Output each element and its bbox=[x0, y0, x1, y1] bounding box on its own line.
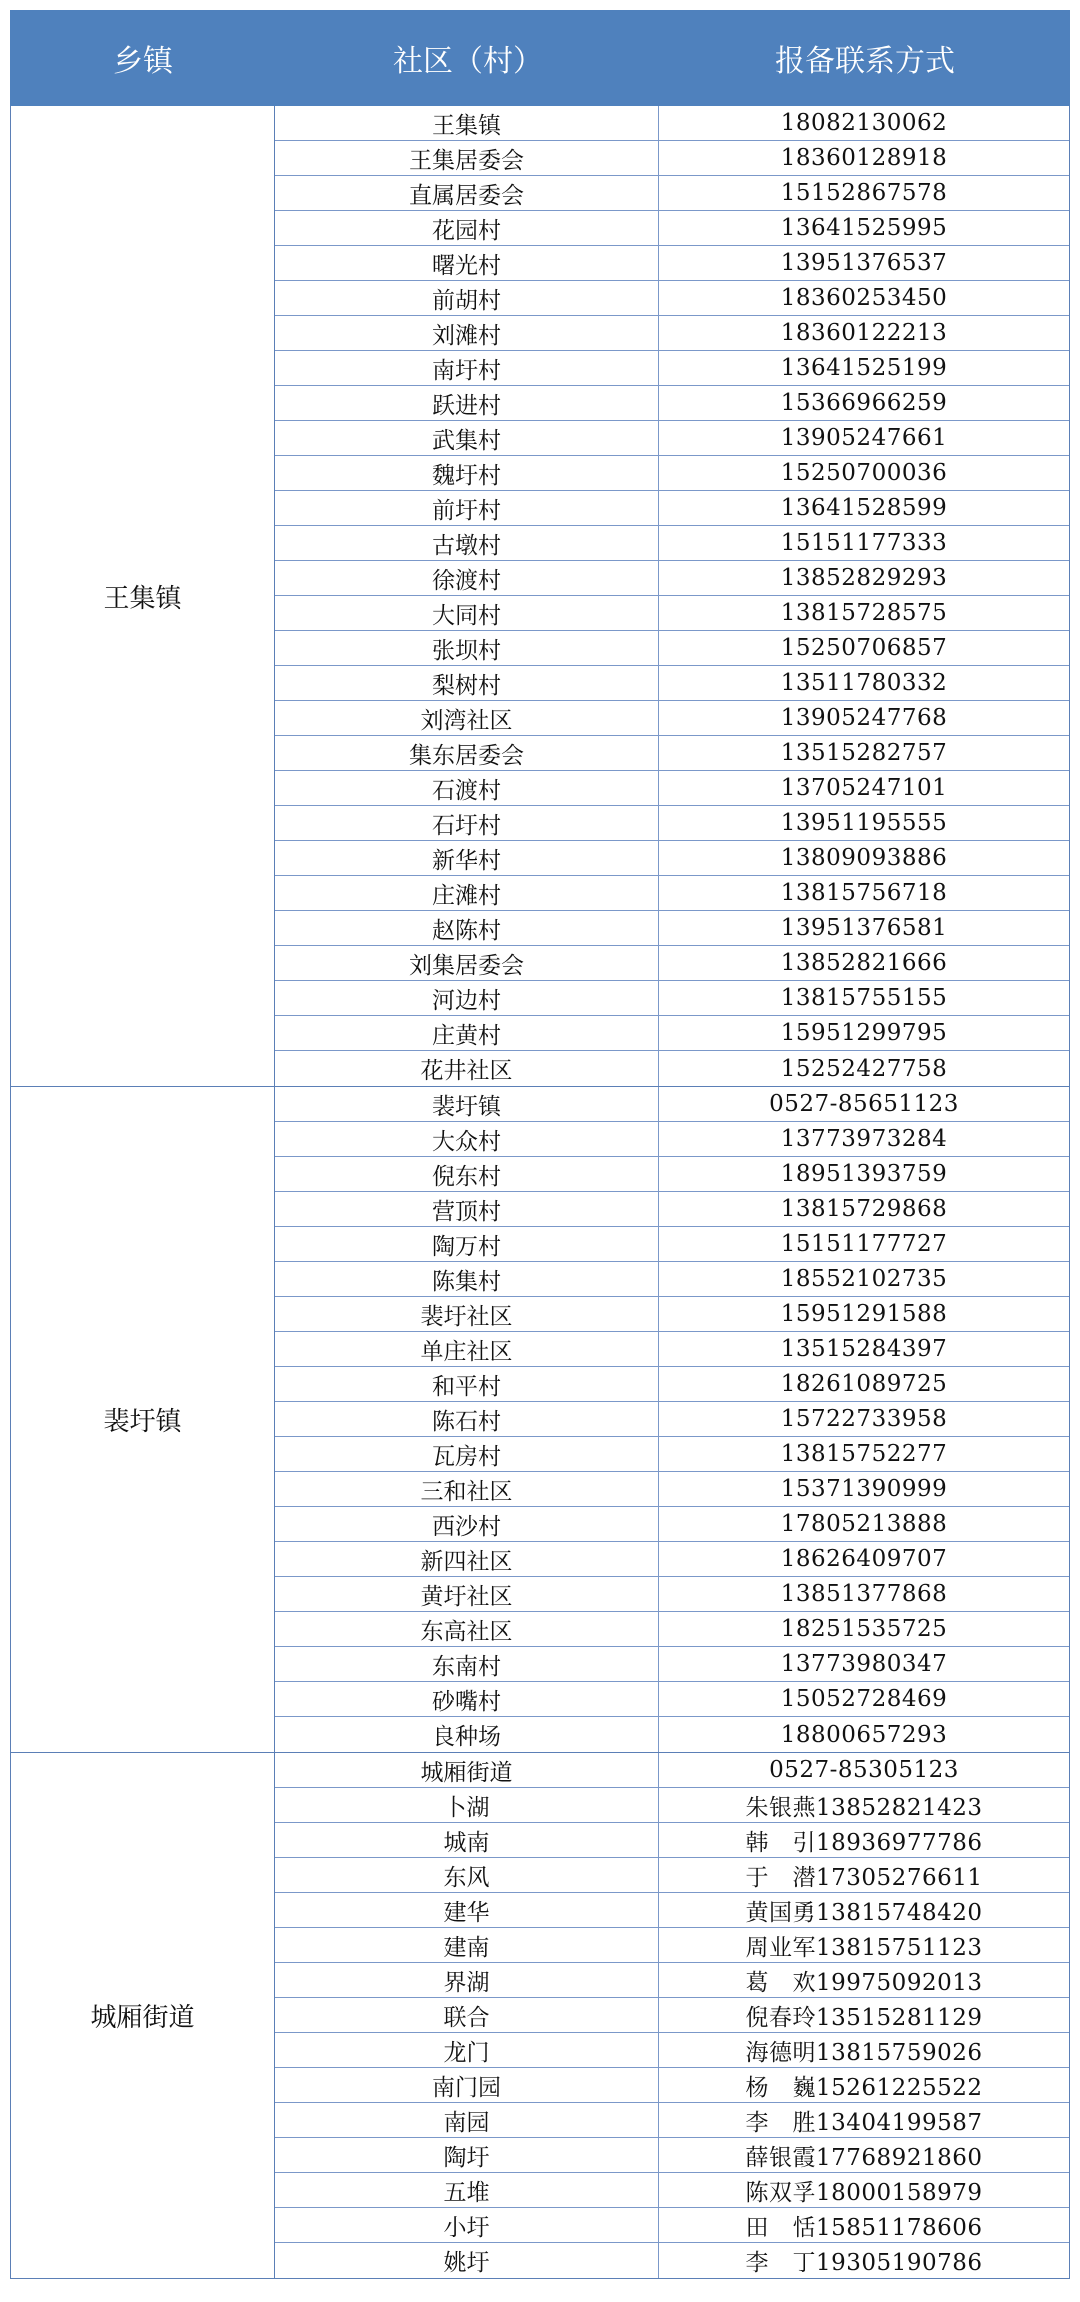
contact-info: 田 恬15851178606 bbox=[745, 2214, 983, 2241]
table-row bbox=[275, 1051, 1069, 1086]
community-name: 南园 bbox=[275, 2103, 659, 2137]
table-row bbox=[275, 456, 1069, 491]
table-row bbox=[275, 596, 1069, 631]
community-name: 西沙村 bbox=[275, 1507, 659, 1541]
community-name: 古墩村 bbox=[275, 526, 659, 560]
table-row bbox=[275, 1577, 1069, 1612]
contact-info: 13815728575 bbox=[780, 600, 948, 626]
header-contact: 报备联系方式 bbox=[775, 44, 955, 79]
contact-info: 于 潜17305276611 bbox=[745, 1864, 983, 1891]
community-name: 魏圩村 bbox=[275, 456, 659, 490]
contact-info: 海德明13815759026 bbox=[745, 2039, 983, 2066]
contact-info: 薛银霞17768921860 bbox=[745, 2144, 983, 2171]
table-row bbox=[275, 2068, 1069, 2103]
contact-info: 李 胜13404199587 bbox=[745, 2109, 983, 2136]
table-row bbox=[275, 771, 1069, 806]
community-name: 曙光村 bbox=[275, 246, 659, 280]
table-row bbox=[275, 841, 1069, 876]
table-row bbox=[275, 736, 1069, 771]
community-name: 东风 bbox=[275, 1858, 659, 1892]
table-row bbox=[275, 1087, 1069, 1122]
contact-info: 13641525199 bbox=[780, 355, 948, 381]
table-row bbox=[275, 946, 1069, 981]
table-row bbox=[275, 386, 1069, 421]
table-row bbox=[275, 806, 1069, 841]
community-name: 石渡村 bbox=[275, 771, 659, 805]
community-name: 陈集村 bbox=[275, 1262, 659, 1296]
community-name: 营顶村 bbox=[275, 1192, 659, 1226]
community-name: 大同村 bbox=[275, 596, 659, 630]
table-row bbox=[275, 526, 1069, 561]
table-row bbox=[275, 421, 1069, 456]
contact-info: 13905247661 bbox=[780, 425, 948, 451]
community-name: 建华 bbox=[275, 1893, 659, 1927]
contact-info: 15252427758 bbox=[780, 1055, 948, 1082]
community-name: 刘湾社区 bbox=[275, 701, 659, 735]
contact-info: 13515282757 bbox=[780, 740, 948, 766]
community-name: 梨树村 bbox=[275, 666, 659, 700]
contact-info: 朱银燕13852821423 bbox=[745, 1794, 983, 1821]
community-name: 界湖 bbox=[275, 1963, 659, 1997]
table-body bbox=[10, 106, 1070, 2279]
table-row bbox=[275, 1297, 1069, 1332]
table-row bbox=[275, 561, 1069, 596]
contact-info: 13815755155 bbox=[780, 985, 948, 1011]
table-row bbox=[275, 876, 1069, 911]
contact-info: 15151177727 bbox=[780, 1231, 948, 1257]
community-name: 陶圩 bbox=[275, 2138, 659, 2172]
contact-info: 18552102735 bbox=[780, 1266, 948, 1292]
table-row bbox=[275, 666, 1069, 701]
contact-info: 18360253450 bbox=[780, 285, 948, 311]
table-row bbox=[275, 1472, 1069, 1507]
table-row bbox=[275, 1788, 1069, 1823]
contact-info: 15371390999 bbox=[780, 1476, 948, 1502]
community-name: 裴圩社区 bbox=[275, 1297, 659, 1331]
town-name: 王集镇 bbox=[10, 106, 275, 1086]
table-row bbox=[275, 1262, 1069, 1297]
table-row bbox=[275, 1016, 1069, 1051]
community-name: 五堆 bbox=[275, 2173, 659, 2207]
contact-info: 15250700036 bbox=[780, 460, 948, 486]
table-row bbox=[275, 2173, 1069, 2208]
community-name: 良种场 bbox=[275, 1717, 659, 1752]
table-row bbox=[275, 1963, 1069, 1998]
community-name: 直属居委会 bbox=[275, 176, 659, 210]
table-row bbox=[275, 2243, 1069, 2278]
community-name: 王集镇 bbox=[275, 106, 659, 140]
table-header bbox=[10, 10, 1070, 106]
community-name: 城厢街道 bbox=[275, 1753, 659, 1787]
table-row bbox=[275, 911, 1069, 946]
contact-info: 13852829293 bbox=[780, 565, 948, 591]
table-row bbox=[275, 1682, 1069, 1717]
contact-info: 13815729868 bbox=[780, 1196, 948, 1222]
table-row bbox=[275, 316, 1069, 351]
community-name: 集东居委会 bbox=[275, 736, 659, 770]
table-row bbox=[275, 1122, 1069, 1157]
community-name: 黄圩社区 bbox=[275, 1577, 659, 1611]
contact-info: 17805213888 bbox=[780, 1511, 948, 1537]
table-row bbox=[275, 701, 1069, 736]
contact-info: 15151177333 bbox=[780, 530, 948, 556]
town-group bbox=[10, 106, 1070, 1087]
community-name: 新华村 bbox=[275, 841, 659, 875]
contact-info: 13852821666 bbox=[780, 950, 948, 976]
table-row bbox=[275, 1647, 1069, 1682]
contact-info: 18251535725 bbox=[780, 1616, 948, 1642]
community-name: 花园村 bbox=[275, 211, 659, 245]
table-row bbox=[275, 2103, 1069, 2138]
table-row bbox=[275, 1753, 1069, 1788]
contact-info: 13905247768 bbox=[780, 705, 948, 731]
contact-info: 13951376537 bbox=[780, 250, 948, 276]
community-name: 张坝村 bbox=[275, 631, 659, 665]
community-name: 前胡村 bbox=[275, 281, 659, 315]
table-row bbox=[275, 1928, 1069, 1963]
contact-info: 倪春玲13515281129 bbox=[745, 2004, 983, 2031]
contact-info: 13773980347 bbox=[780, 1651, 948, 1677]
contact-info: 13511780332 bbox=[780, 670, 948, 696]
contact-info: 18082130062 bbox=[780, 110, 948, 136]
community-name: 陈石村 bbox=[275, 1402, 659, 1436]
table-row bbox=[275, 211, 1069, 246]
contact-info: 15722733958 bbox=[780, 1406, 948, 1432]
community-name: 刘滩村 bbox=[275, 316, 659, 350]
table-row bbox=[275, 351, 1069, 386]
header-town: 乡镇 bbox=[113, 44, 173, 79]
table-row bbox=[275, 1717, 1069, 1752]
table-row bbox=[275, 1542, 1069, 1577]
contact-info: 周业军13815751123 bbox=[745, 1934, 983, 1961]
table-row bbox=[275, 1367, 1069, 1402]
community-name: 河边村 bbox=[275, 981, 659, 1015]
contact-info: 13951376581 bbox=[780, 915, 948, 941]
community-name: 龙门 bbox=[275, 2033, 659, 2067]
contact-info: 13641528599 bbox=[780, 495, 948, 521]
table-row bbox=[275, 1192, 1069, 1227]
table-row bbox=[275, 246, 1069, 281]
contact-info: 13773973284 bbox=[780, 1126, 948, 1152]
table-row bbox=[275, 981, 1069, 1016]
community-name: 庄黄村 bbox=[275, 1016, 659, 1050]
community-name: 徐渡村 bbox=[275, 561, 659, 595]
table-row bbox=[275, 106, 1069, 141]
community-name: 卜湖 bbox=[275, 1788, 659, 1822]
contact-info: 葛 欢19975092013 bbox=[745, 1969, 983, 1996]
community-name: 花井社区 bbox=[275, 1051, 659, 1086]
contact-info: 13705247101 bbox=[780, 775, 948, 801]
community-name: 赵陈村 bbox=[275, 911, 659, 945]
town-name: 裴圩镇 bbox=[10, 1087, 275, 1752]
contact-info: 18360128918 bbox=[780, 145, 948, 171]
community-name: 东高社区 bbox=[275, 1612, 659, 1646]
table-row bbox=[275, 1227, 1069, 1262]
community-name: 南门园 bbox=[275, 2068, 659, 2102]
community-name: 庄滩村 bbox=[275, 876, 659, 910]
community-name: 瓦房村 bbox=[275, 1437, 659, 1471]
table-row bbox=[275, 1332, 1069, 1367]
community-name: 小圩 bbox=[275, 2208, 659, 2242]
community-name: 大众村 bbox=[275, 1122, 659, 1156]
table-row bbox=[275, 2138, 1069, 2173]
table-row bbox=[275, 1437, 1069, 1472]
contact-info: 15152867578 bbox=[780, 180, 948, 206]
community-name: 城南 bbox=[275, 1823, 659, 1857]
contact-info: 18951393759 bbox=[780, 1161, 948, 1187]
town-name: 城厢街道 bbox=[10, 1753, 275, 2278]
contact-info: 15366966259 bbox=[780, 390, 948, 416]
table-row bbox=[275, 1998, 1069, 2033]
table-row bbox=[275, 1823, 1069, 1858]
contact-info: 15951291588 bbox=[780, 1301, 948, 1327]
contact-info: 杨 巍15261225522 bbox=[745, 2074, 983, 2101]
community-name: 联合 bbox=[275, 1998, 659, 2032]
contact-info: 13515284397 bbox=[780, 1336, 948, 1362]
table-row bbox=[275, 491, 1069, 526]
table-row bbox=[275, 1893, 1069, 1928]
contact-info: 13641525995 bbox=[780, 215, 948, 241]
table-row bbox=[275, 141, 1069, 176]
contact-info: 陈双孚18000158979 bbox=[745, 2179, 983, 2206]
contact-table bbox=[10, 10, 1070, 2279]
contact-info: 18800657293 bbox=[780, 1721, 948, 1748]
table-row bbox=[275, 281, 1069, 316]
contact-info: 13815756718 bbox=[780, 880, 948, 906]
contact-info: 13951195555 bbox=[780, 810, 948, 836]
table-row bbox=[275, 2208, 1069, 2243]
contact-info: 0527-85651123 bbox=[769, 1091, 959, 1117]
community-name: 王集居委会 bbox=[275, 141, 659, 175]
community-name: 武集村 bbox=[275, 421, 659, 455]
community-name: 裴圩镇 bbox=[275, 1087, 659, 1121]
town-group bbox=[10, 1087, 1070, 1753]
contact-info: 13809093886 bbox=[780, 845, 948, 871]
contact-info: 韩 引18936977786 bbox=[745, 1829, 983, 1856]
community-name: 新四社区 bbox=[275, 1542, 659, 1576]
community-name: 三和社区 bbox=[275, 1472, 659, 1506]
table-row bbox=[275, 1402, 1069, 1437]
town-group bbox=[10, 1753, 1070, 2279]
contact-info: 18360122213 bbox=[780, 320, 948, 346]
contact-info: 13851377868 bbox=[780, 1581, 948, 1607]
community-name: 刘集居委会 bbox=[275, 946, 659, 980]
table-row bbox=[275, 1157, 1069, 1192]
contact-info: 15052728469 bbox=[780, 1686, 948, 1712]
contact-info: 18626409707 bbox=[780, 1546, 948, 1572]
community-name: 砂嘴村 bbox=[275, 1682, 659, 1716]
contact-info: 13815752277 bbox=[780, 1441, 948, 1467]
community-name: 石圩村 bbox=[275, 806, 659, 840]
community-name: 倪东村 bbox=[275, 1157, 659, 1191]
community-name: 姚圩 bbox=[275, 2243, 659, 2278]
table-row bbox=[275, 1612, 1069, 1647]
table-row bbox=[275, 1858, 1069, 1893]
contact-info: 黄国勇13815748420 bbox=[745, 1899, 983, 1926]
community-name: 陶万村 bbox=[275, 1227, 659, 1261]
table-row bbox=[275, 176, 1069, 211]
community-name: 南圩村 bbox=[275, 351, 659, 385]
contact-info: 李 丁19305190786 bbox=[745, 2250, 983, 2276]
contact-info: 15951299795 bbox=[780, 1020, 948, 1046]
contact-info: 18261089725 bbox=[780, 1371, 948, 1397]
contact-info: 15250706857 bbox=[780, 635, 948, 661]
community-name: 单庄社区 bbox=[275, 1332, 659, 1366]
contact-info: 0527-85305123 bbox=[769, 1757, 959, 1783]
table-row bbox=[275, 631, 1069, 666]
community-name: 跃进村 bbox=[275, 386, 659, 420]
header-community: 社区（村） bbox=[393, 44, 543, 79]
community-name: 和平村 bbox=[275, 1367, 659, 1401]
table-row bbox=[275, 2033, 1069, 2068]
table-row bbox=[275, 1507, 1069, 1542]
community-name: 前圩村 bbox=[275, 491, 659, 525]
community-name: 东南村 bbox=[275, 1647, 659, 1681]
community-name: 建南 bbox=[275, 1928, 659, 1962]
